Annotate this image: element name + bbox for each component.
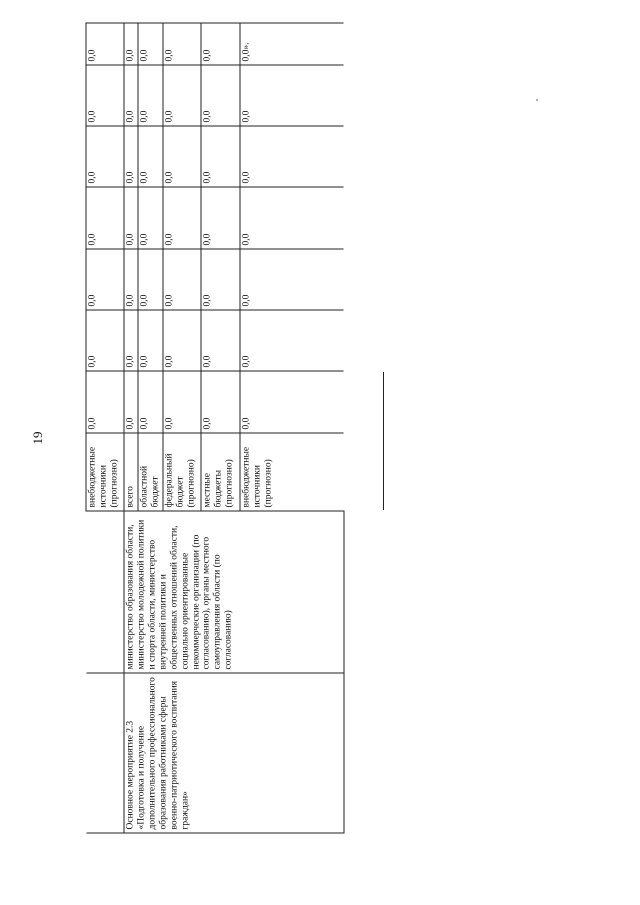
value-cell: 0,0 xyxy=(163,126,201,187)
source-cell: местные бюджеты (прогнозно) xyxy=(201,433,240,511)
value-cell: 0,0 xyxy=(86,126,124,187)
value-cell: 0,0 xyxy=(86,371,124,433)
value-cell: 0,0 xyxy=(240,126,344,187)
value-cell: 0,0 xyxy=(86,23,124,65)
source-cell: всего xyxy=(124,433,138,511)
source-cell: федеральный бюджет (прогнозно) xyxy=(163,433,201,511)
source-cell: внебюджетные источники (прогнозно) xyxy=(86,433,124,511)
value-cell: 0,0 xyxy=(163,310,201,371)
value-cell: 0,0 xyxy=(163,249,201,310)
executor-cell-empty xyxy=(86,511,124,673)
value-cell: 0,0 xyxy=(86,65,124,126)
value-cell: 0,0 xyxy=(240,310,344,371)
table-row xyxy=(124,23,138,833)
value-cell: 0,0 xyxy=(124,249,138,310)
value-cell: 0,0 xyxy=(163,65,201,126)
value-cell: 0,0 xyxy=(124,187,138,249)
value-cell: 0,0 xyxy=(240,65,344,126)
value-cell: 0,0 xyxy=(124,371,138,433)
value-cell: 0,0 xyxy=(86,249,124,310)
source-cell: внебюджетные источники (прогнозно) xyxy=(240,433,344,511)
value-cell: 0,0 xyxy=(240,249,344,310)
value-cell: 0,0 xyxy=(86,310,124,371)
activity-title: Основное мероприятие 2.3 «Подготовка и получение дополнительного профессионального образования работниками сферы военно-патриотического воспитания граждан» xyxy=(124,673,344,833)
value-cell: 0,0 xyxy=(201,187,240,249)
budget-table-wrapper xyxy=(86,42,341,834)
budget-table xyxy=(86,23,345,834)
value-cell: 0,0 xyxy=(138,23,163,65)
value-cell: 0,0 xyxy=(201,65,240,126)
speck xyxy=(536,99,538,101)
value-cell: 0,0 xyxy=(138,65,163,126)
value-cell: 0,0 xyxy=(201,310,240,371)
value-cell: 0,0 xyxy=(138,249,163,310)
horizontal-rule xyxy=(383,372,384,510)
value-cell: 0,0 xyxy=(138,126,163,187)
value-cell: 0,0 xyxy=(163,371,201,433)
value-cell: 0,0 xyxy=(163,187,201,249)
value-cell: 0,0 xyxy=(201,249,240,310)
source-cell: областной бюджет xyxy=(138,433,163,511)
value-cell: 0,0». xyxy=(240,23,344,65)
value-cell: 0,0 xyxy=(201,23,240,65)
value-cell: 0,0 xyxy=(86,187,124,249)
value-cell: 0,0 xyxy=(124,126,138,187)
value-cell: 0,0 xyxy=(138,371,163,433)
activity-cell-empty xyxy=(86,673,124,833)
value-cell: 0,0 xyxy=(201,126,240,187)
page-number: 19 xyxy=(30,431,45,445)
value-cell: 0,0 xyxy=(138,310,163,371)
value-cell: 0,0 xyxy=(163,23,201,65)
value-cell: 0,0 xyxy=(240,371,344,433)
value-cell: 0,0 xyxy=(240,187,344,249)
value-cell: 0,0 xyxy=(124,310,138,371)
activity-executors: министерство образования области, министерство молодежной политики и спорта области, министерство внутренней политики и общественных отношений области, социально ориентированные некоммерческие организации (по согласованию), органы местного самоуправления области (по согласованию) xyxy=(124,511,344,673)
table-row-top xyxy=(86,23,124,833)
value-cell: 0,0 xyxy=(201,371,240,433)
value-cell: 0,0 xyxy=(138,187,163,249)
value-cell: 0,0 xyxy=(124,23,138,65)
value-cell: 0,0 xyxy=(124,65,138,126)
